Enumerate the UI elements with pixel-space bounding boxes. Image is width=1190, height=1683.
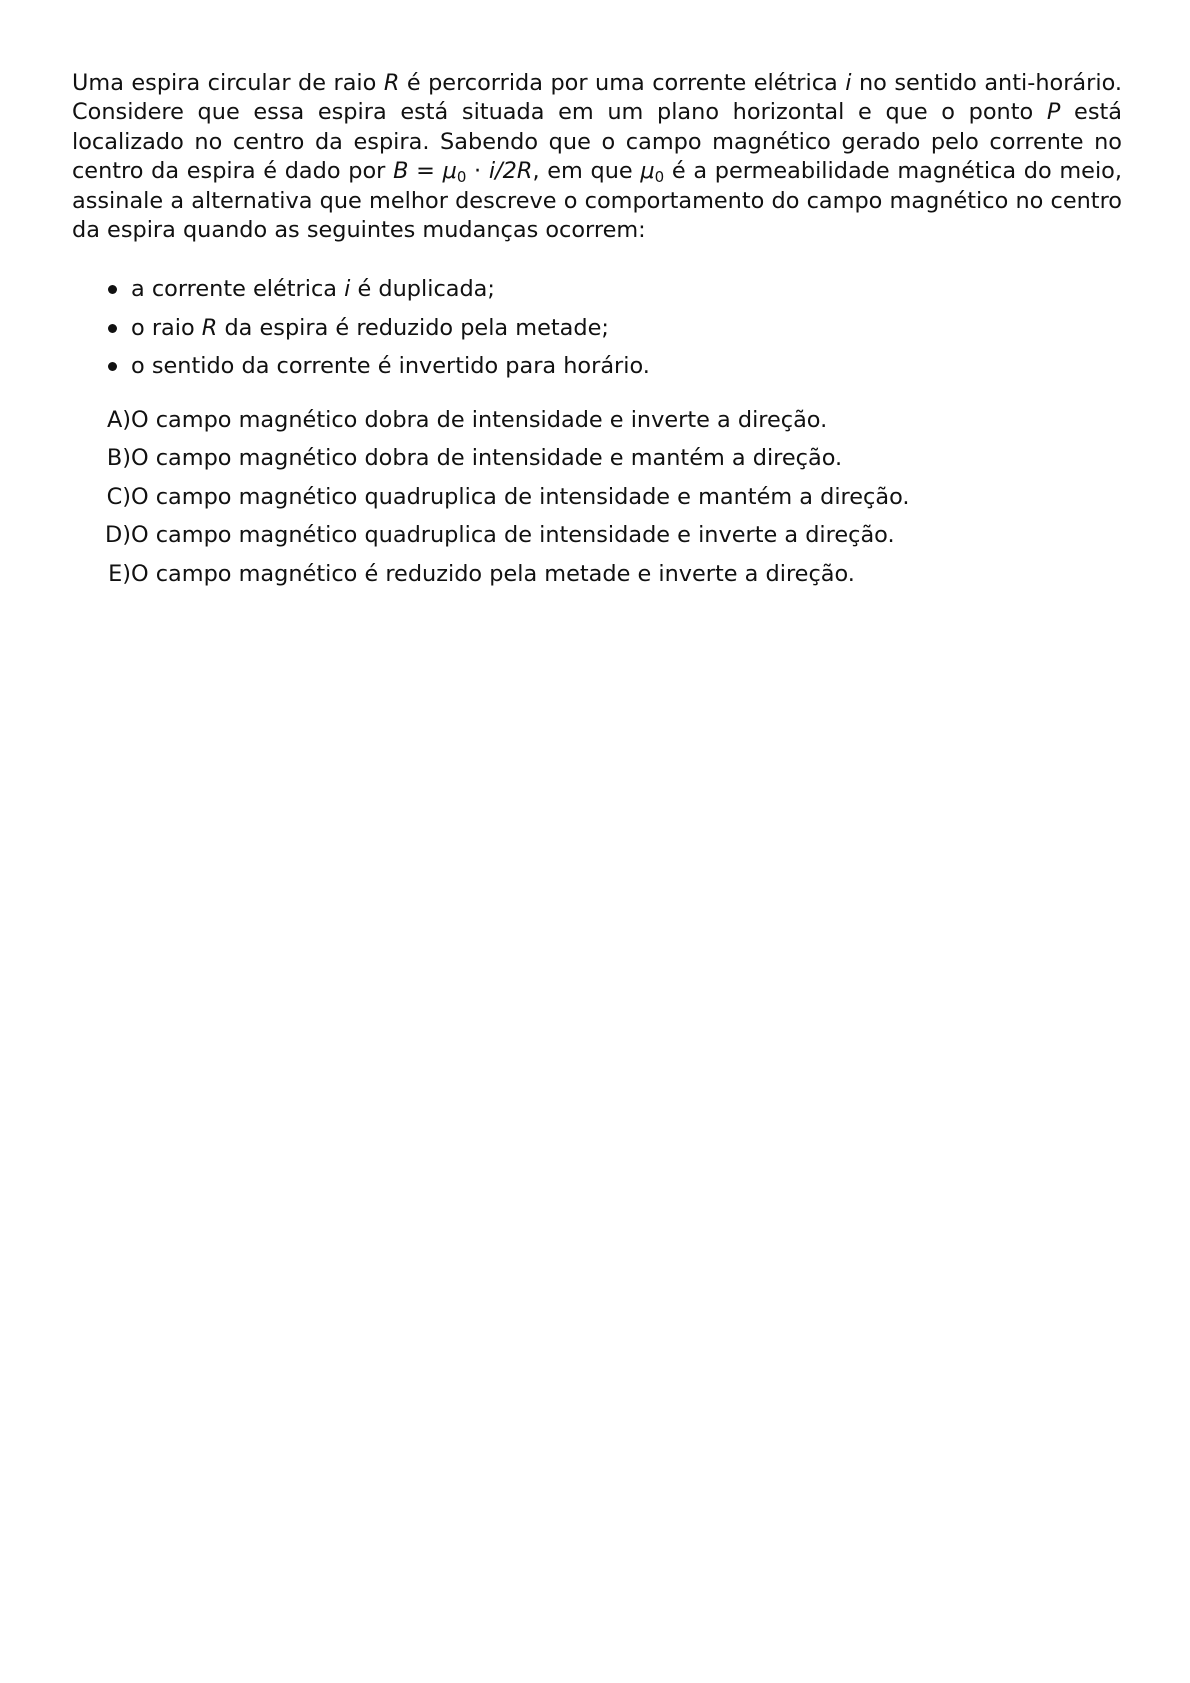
stem-text: no sentido anti-horário. Considere que essa espira está situada em um plano horizontal e que o ponto (72, 70, 1122, 126)
option-text: O campo magnético quadruplica de intensidade e inverte a direção. (131, 522, 895, 549)
option-d[interactable] (72, 516, 1122, 555)
changes-list (72, 270, 1122, 386)
var-R: R (383, 70, 400, 96)
option-c[interactable] (72, 478, 1122, 517)
stem-text: é a permeabilidade magnética do meio, assinale a alternativa que melhor descreve o comportamento do campo magnético no centro da espira quando as seguintes mudanças ocorrem: (72, 158, 1122, 244)
option-text: O campo magnético quadruplica de intensidade e mantém a direção. (131, 483, 910, 510)
var-mu: μ (640, 158, 655, 185)
option-letter: B) (106, 445, 131, 472)
formula-rest: i/2R (488, 158, 533, 185)
option-letter: C) (106, 483, 131, 510)
list-item: a corrente elétrica i é duplicada; (108, 270, 1122, 309)
bullet-icon (108, 285, 117, 294)
option-text: O campo magnético é reduzido pela metade e inverte a direção. (131, 560, 855, 587)
formula-dot: · (466, 158, 489, 185)
question-stem (72, 69, 1122, 245)
option-b[interactable] (72, 439, 1122, 478)
bullet-icon (108, 362, 117, 371)
formula-mu-subscript: 0 (456, 168, 467, 187)
option-letter: E) (108, 560, 131, 587)
var-mu-subscript: 0 (654, 168, 665, 187)
stem-text: Uma espira circular de raio (72, 70, 384, 96)
option-text: O campo magnético dobra de intensidade e inverte a direção. (131, 406, 828, 433)
stem-text: , em que (532, 158, 641, 185)
formula-equals: = (408, 158, 443, 185)
bullet-icon (108, 324, 117, 333)
list-item: o raio R da espira é reduzido pela metade; (108, 309, 1122, 348)
stem-text: é percorrida por uma corrente elétrica (399, 70, 846, 96)
var-P: P (1046, 99, 1061, 126)
option-letter: D) (105, 522, 131, 549)
list-item: o sentido da corrente é invertido para horário. (108, 347, 1122, 386)
option-text: O campo magnético dobra de intensidade e mantém a direção. (131, 445, 843, 472)
stem-text: está localizado no centro da espira. Sabendo que o campo magnético gerado pelo corrente no centro da espira é dado por (72, 99, 1123, 185)
option-e[interactable] (72, 555, 1122, 594)
option-letter: A) (106, 406, 131, 433)
question-page (72, 69, 1122, 593)
formula-B: B (393, 158, 409, 185)
var-i: i (845, 70, 852, 96)
option-a[interactable] (72, 401, 1122, 440)
formula-mu: μ (442, 158, 457, 185)
answer-options (72, 401, 1122, 594)
